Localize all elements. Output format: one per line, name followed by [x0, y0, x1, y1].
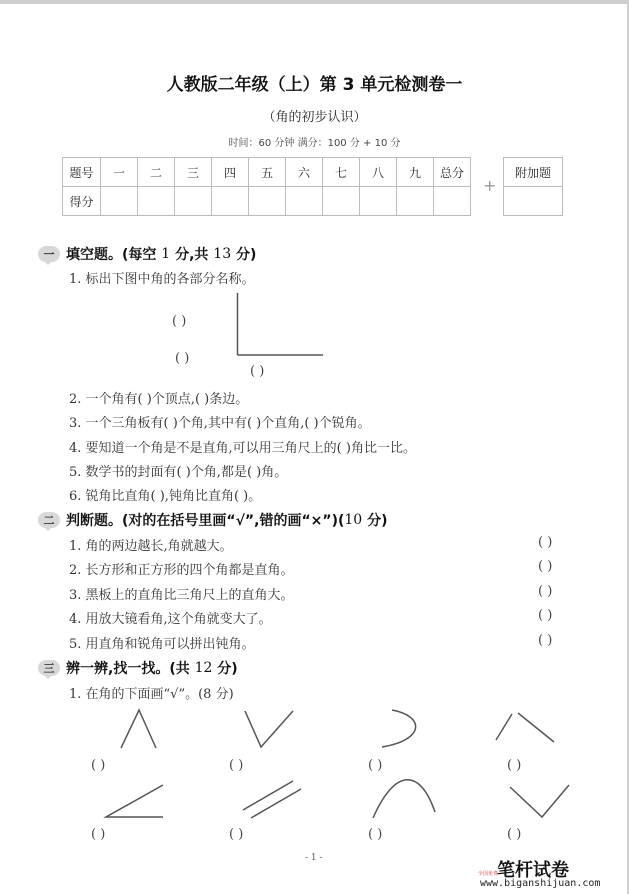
- judge-item-2: 2. 长方形和正方形的四个角都是直角。: [69, 563, 294, 578]
- points-total: 13: [213, 246, 232, 262]
- question-1-6: 6. 锐角比直角( ),钝角比直角( )。: [69, 489, 262, 504]
- figure-4-open-right: [518, 713, 554, 742]
- row-label: 得分: [63, 187, 101, 216]
- header-cell: 五: [249, 158, 286, 187]
- question-1-4: 4. 要知道一个角是不是直角,可以用三角尺上的( )角比一比。: [69, 441, 416, 456]
- points-total: 10: [344, 512, 363, 528]
- section-number-badge: 一: [38, 246, 60, 262]
- question-1-2: 2. 一个角有( )个顶点,( )条边。: [69, 392, 249, 407]
- section1-title-end: 分): [235, 247, 257, 263]
- question-1-5: 5. 数学书的封面有( )个角,都是( )角。: [69, 465, 288, 480]
- extra-header-cell: 附加题: [504, 158, 563, 187]
- judge-answer-2[interactable]: ( ): [538, 559, 553, 574]
- section3-title: 辨一辨,找一找。(共: [66, 661, 190, 677]
- judge-item-3: 3. 黑板上的直角比三角尺上的直角大。: [69, 588, 294, 603]
- page-number: - 1 -: [305, 853, 323, 863]
- judge-answer-4[interactable]: ( ): [538, 608, 553, 623]
- figure-3-curve: [382, 710, 416, 747]
- judge-answer-1[interactable]: ( ): [538, 535, 553, 550]
- header-cell: 七: [323, 158, 360, 187]
- answer-blank-3[interactable]: ( ): [368, 758, 383, 773]
- header-cell: 四: [212, 158, 249, 187]
- figure-8-angle-down: [510, 785, 569, 817]
- answer-blank-8[interactable]: ( ): [507, 827, 522, 842]
- answer-blank-5[interactable]: ( ): [91, 827, 106, 842]
- section2-title-end: 分): [367, 513, 388, 529]
- figure-5-acute-angle: [106, 785, 163, 817]
- figure-4-open-left: [496, 714, 512, 740]
- figure-1-angle-up: [121, 710, 156, 748]
- section1-title: 填空题。(每空: [66, 247, 157, 263]
- judge-answer-3[interactable]: ( ): [538, 584, 553, 599]
- answer-blank-1[interactable]: ( ): [91, 758, 106, 773]
- page-title: 人教版二年级（上）第 3 单元检测卷一: [166, 75, 463, 95]
- watermark-logo-text: 笔杆试卷: [497, 860, 569, 881]
- figure-2-angle-down: [245, 711, 293, 747]
- judge-answer-5[interactable]: ( ): [538, 633, 553, 648]
- question-1-3: 3. 一个三角板有( )个角,其中有( )个直角,( )个锐角。: [69, 416, 371, 431]
- points-value: 1: [161, 246, 171, 262]
- answer-blank-4[interactable]: ( ): [507, 758, 522, 773]
- question-3-1: 1. 在角的下面画“√”。(8 分): [69, 687, 234, 702]
- watermark-url: www.biganshijuan.com: [480, 878, 601, 889]
- diagram-blank-vertex[interactable]: ( ): [175, 351, 190, 366]
- answer-blank-7[interactable]: ( ): [368, 827, 383, 842]
- answer-blank-2[interactable]: ( ): [229, 758, 244, 773]
- page-subtitle: （角的初步认识）: [262, 110, 367, 125]
- figure-7-arc: [373, 780, 435, 818]
- question-1-1: 1. 标出下图中角的各部分名称。: [69, 272, 255, 287]
- answer-blank-6[interactable]: ( ): [229, 827, 244, 842]
- diagram-blank-bottom-side[interactable]: ( ): [250, 364, 265, 379]
- section-number-badge: 二: [38, 512, 60, 528]
- header-cell: 八: [360, 158, 397, 187]
- header-cell: 三: [175, 158, 212, 187]
- time-score-info: 时间：60 分钟 满分：100 分 + 10 分: [228, 138, 401, 149]
- header-cell: 二: [138, 158, 175, 187]
- header-cell: 一: [101, 158, 138, 187]
- judge-item-5: 5. 用直角和锐角可以拼出钝角。: [69, 637, 255, 652]
- figure-6-parallel-line-2: [251, 789, 301, 818]
- judge-item-1: 1. 角的两边越长,角就越大。: [69, 539, 233, 554]
- header-cell: 九: [397, 158, 434, 187]
- header-cell: 总分: [434, 158, 471, 187]
- plus-sign: +: [483, 176, 497, 195]
- watermark-tag: 全国免费: [478, 871, 499, 877]
- judge-item-4: 4. 用放大镜看角,这个角就变大了。: [69, 612, 272, 627]
- diagram-blank-side[interactable]: ( ): [172, 314, 187, 329]
- figure-6-parallel-line-1: [243, 781, 293, 810]
- points-total: 12: [194, 660, 213, 676]
- section3-title-end: 分): [217, 661, 238, 677]
- header-cell: 六: [286, 158, 323, 187]
- section1-title-mid: 分,共: [175, 247, 209, 263]
- section-number-badge: 三: [38, 660, 60, 676]
- header-cell: 题号: [63, 158, 101, 187]
- section2-title: 判断题。(对的在括号里画“√”,错的画“×”)(: [66, 513, 345, 529]
